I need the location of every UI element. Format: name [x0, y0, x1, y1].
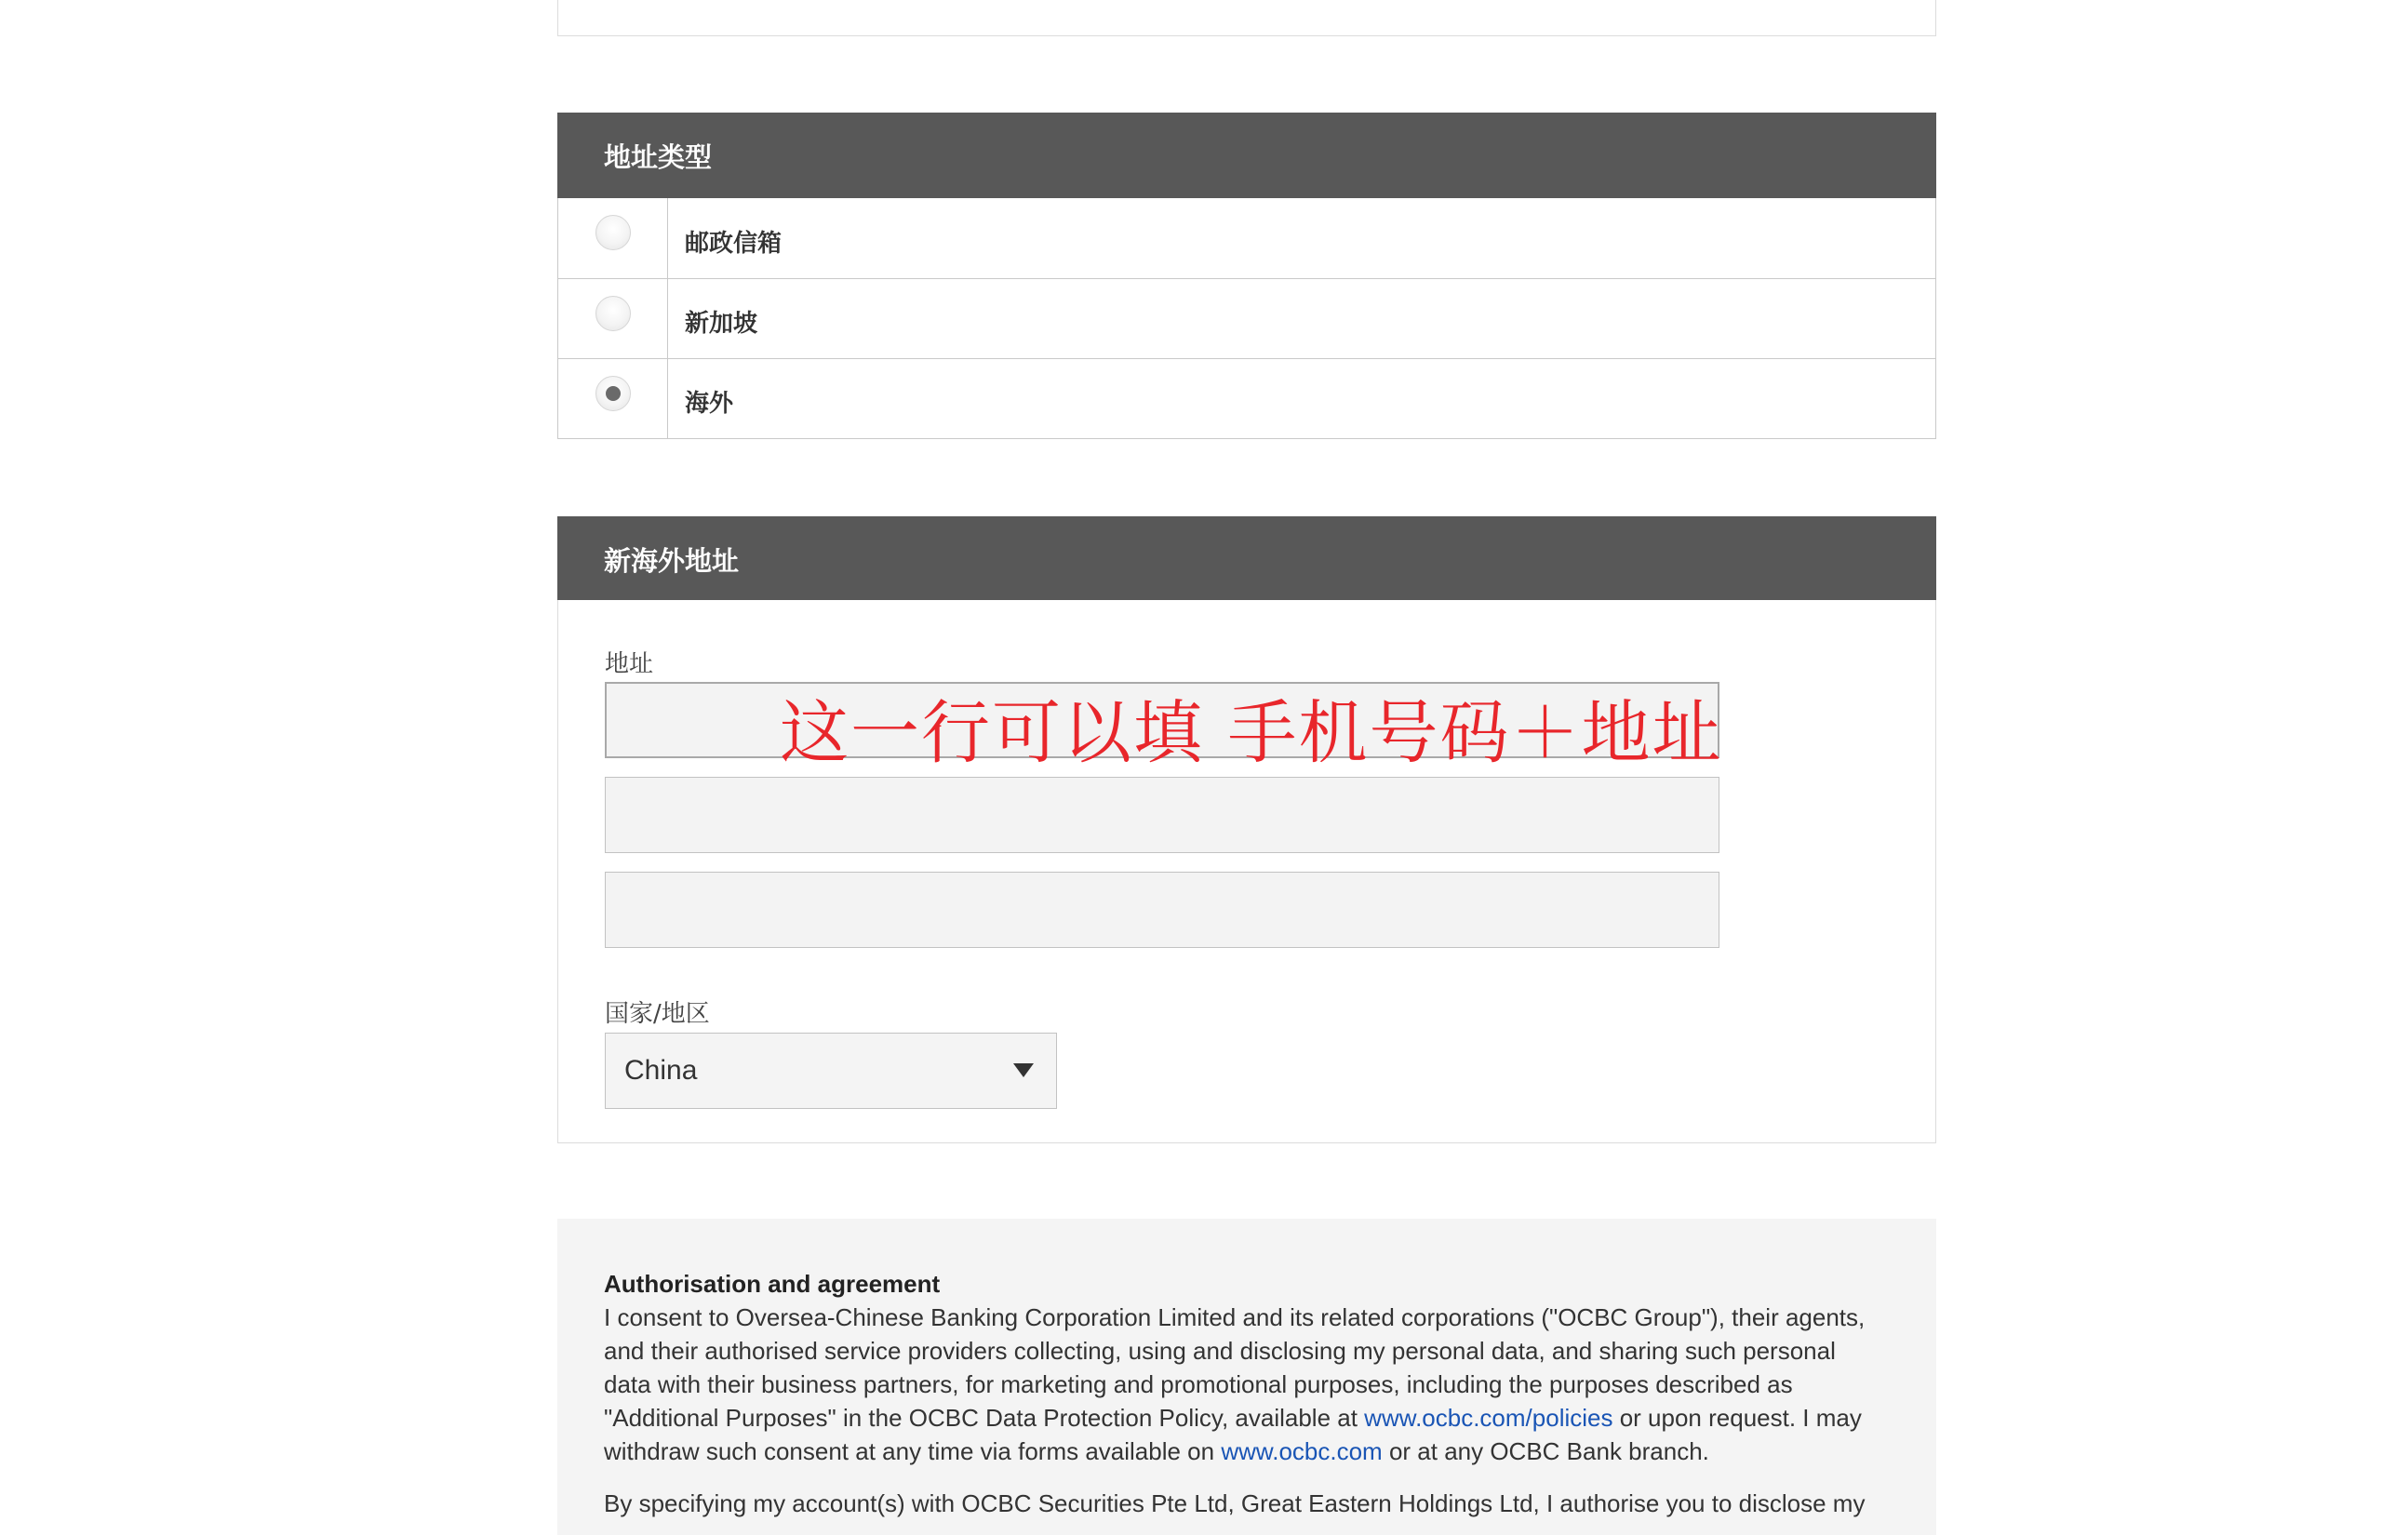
policies-link[interactable]: www.ocbc.com/policies [1364, 1404, 1613, 1432]
address-type-row-po-box[interactable] [558, 198, 1935, 278]
agreement-text: I consent to Oversea-Chinese Banking Corporation Limited and its related corporations ("OCBC Group"), their agents, and their authorised service providers collecting, using and disclosing my personal data, and sharing such personal data with their business partners, for marketing and promotional purposes, including the purposes described as "Additional Purposes" in the OCBC Data Protection Policy, available at [604, 1303, 1866, 1432]
radio-cell [558, 198, 668, 278]
dropdown-arrow-icon [1013, 1063, 1034, 1077]
red-annotation-text: 这一行可以填 手机号码＋地址 [780, 693, 1723, 773]
radio-cell [558, 359, 668, 438]
agreement-text: or at any OCBC Bank branch. [1382, 1437, 1709, 1465]
agreement-paragraph-1 [604, 1301, 1869, 1468]
agreement-paragraph-2: By specifying my account(s) with OCBC Securities Pte Ltd, Great Eastern Holdings Ltd, I authorise you to disclose my [604, 1489, 1866, 1517]
address-type-row-singapore[interactable] [558, 278, 1935, 358]
radio-cell [558, 279, 668, 358]
overseas-label: 海外 [685, 390, 734, 418]
agreement-box [557, 1219, 1936, 1535]
address-type-row-overseas[interactable] [558, 358, 1935, 438]
singapore-label: 新加坡 [685, 310, 758, 338]
overseas-radio[interactable] [595, 376, 631, 411]
new-address-title: 新海外地址 [604, 544, 740, 577]
address-line-2-input[interactable] [605, 777, 1719, 853]
po-box-radio[interactable] [595, 215, 631, 250]
previous-panel-bottom [557, 0, 1936, 36]
address-type-header [557, 113, 1936, 198]
po-box-label: 邮政信箱 [685, 229, 783, 258]
address-label: 地址 [605, 650, 654, 678]
singapore-radio[interactable] [595, 296, 631, 331]
address-type-title: 地址类型 [604, 140, 713, 173]
agreement-title: Authorisation and agreement [604, 1270, 941, 1298]
country-label: 国家/地区 [605, 1000, 710, 1028]
new-address-header [557, 516, 1936, 602]
agreement-text: or upon request. I may withdraw such consent at any time via forms available on [604, 1404, 1862, 1465]
ocbc-home-link[interactable]: www.ocbc.com [1221, 1437, 1383, 1465]
address-type-table [557, 198, 1936, 439]
address-line-3-input[interactable] [605, 872, 1719, 948]
country-value: China [624, 1055, 698, 1086]
country-select[interactable] [605, 1033, 1057, 1109]
new-address-body [557, 600, 1936, 1143]
